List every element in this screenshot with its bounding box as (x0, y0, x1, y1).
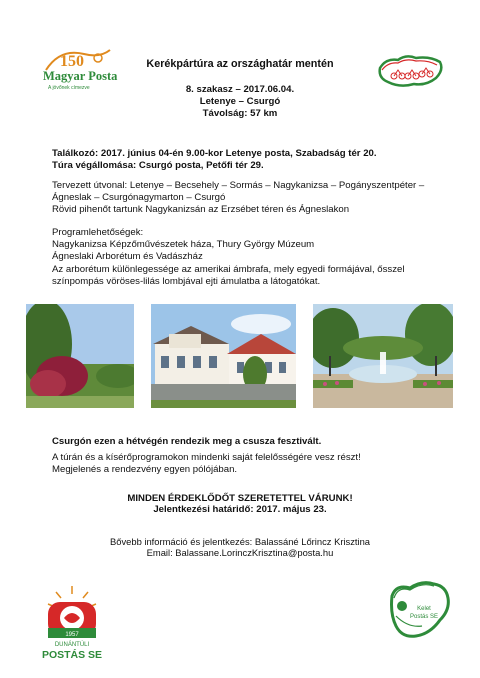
postas-name: POSTÁS SE (42, 649, 102, 661)
route-info: Letenye – Csurgó (199, 96, 281, 107)
welcome-block (100, 493, 380, 515)
meeting-block (52, 148, 452, 172)
plan-line: Ágneslak – Csurgónagymarton – Csurgó (52, 192, 226, 204)
park-fountain-photo (313, 304, 453, 408)
hungary-map-cycling-logo (376, 52, 446, 92)
festival-line: Megjelenés a rendezvény egyen pólójában. (52, 464, 238, 476)
postas-region: DUNÁNTÚLI (54, 642, 90, 648)
map-logo-line1: Kelet (417, 606, 431, 612)
map-logo-line2: Postás SE (409, 614, 439, 620)
program-line: Nagykanizsa Képzőművészetek háza, Thury György Múzeum (52, 239, 315, 251)
planned-route-block (52, 180, 452, 217)
page-title: Kerékpártúra az országhatár mentén (146, 58, 334, 70)
program-line: Ágneslaki Arborétum és Vadászház (52, 251, 203, 263)
meeting-point: Találkozó: 2017. június 04-én 9.00-kor Letenye posta, Szabadság tér 20. (52, 148, 377, 159)
tour-end: Túra végállomása: Csurgó posta, Petőfi tér 29. (52, 160, 264, 172)
program-line: Az arborétum különlegessége az amerikai ámbrafa, mely egyedi formájával, ősszel (52, 263, 405, 275)
postas-year: 1957 (65, 632, 79, 638)
postas-se-logo (42, 582, 102, 662)
plan-line: Rövid pihenőt tartunk Nagykanizsán az Erzsébet téren és Ágneslakon (52, 204, 350, 216)
logo-magyar-posta-text: Magyar Posta (43, 69, 118, 83)
logo-150-number: 150 (60, 53, 84, 70)
welcome-line: MINDEN ÉRDEKLŐDŐT SZERETETTEL VÁRUNK! (127, 493, 353, 504)
festival-headline: Csurgón ezen a hétvégén rendezik meg a csusza fesztivált. (52, 436, 322, 447)
contact-info-block (90, 536, 390, 558)
festival-line: A túrán és a kísérőprogramokon mindenki saját felelősségére vesz részt! (52, 452, 361, 464)
festival-block (52, 436, 452, 477)
arboretum-photo (26, 304, 134, 408)
contact-person: Bővebb információ és jelentkezés: Balassáné Lőrincz Krisztina (109, 536, 371, 547)
program-line: színpompás vöröses-lilás lombjával ejti ámulatba a látogatókat. (52, 275, 321, 287)
distance-info: Távolság: 57 km (202, 108, 278, 119)
deadline-line: Jelentkezési határidő: 2017. május 23. (153, 504, 327, 515)
logo-tagline: A jövőnek címezve (48, 85, 90, 91)
museum-building-photo (151, 304, 296, 408)
magyar-posta-logo (40, 44, 120, 94)
contact-email[interactable]: Email: Balassane.LorinczKrisztina@posta.hu (146, 547, 334, 558)
programs-block (52, 227, 452, 288)
stage-info: 8. szakasz – 2017.06.04. (185, 84, 295, 95)
hungary-map-logo (388, 576, 452, 648)
plan-line: Tervezett útvonal: Letenye – Becsehely – Sormás – Nagykanizsa – Pogányszentpéter – (52, 180, 425, 191)
program-line: Programlehetőségek: (52, 227, 144, 238)
